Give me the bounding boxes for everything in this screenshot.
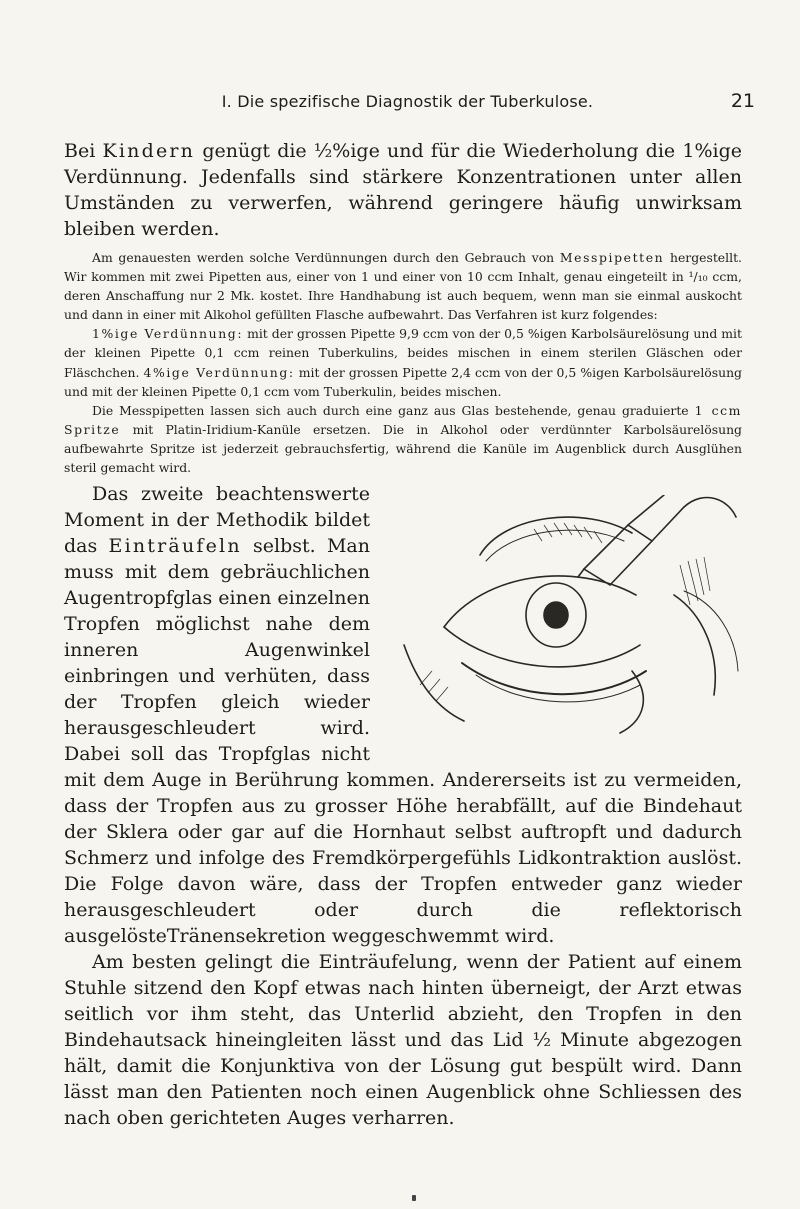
paragraph-spritze: Die Messpipetten lassen sich auch durch eine ganz aus Glas bestehende, genau graduierte 1 ccm Spritze mit Platin-Iridium-Kanüle ersetzen. Die in Alkohol oder verdünnter Karbolsäurelösung aufbewahrte Spritze ist jederzeit gebrauchsfertig, während die Kanüle im Augenblick durch Ausglühen steril gemacht wird. — [64, 402, 742, 476]
eye-dropper-figure — [384, 495, 742, 737]
running-header — [60, 90, 755, 120]
emphasis-messpipetten: Messpipetten — [559, 250, 665, 265]
paragraph-children: Bei Kindern genügt die ½%ige und für die Wiederholung die 1%ige Verdünnung. Jedenfalls sind stärkere Konzentrationen unter allen Umständen zu verwerfen, während geringere häufig unwirksam bleiben werden. — [64, 140, 742, 240]
paragraph-eintraeufeln: Das zweite beachtenswerte Moment in der Methodik bildet das Einträufeln selbst. Man muss mit dem gebräuchlichen Augentropfglas einen einzelnen Tropfen möglichst nahe dem inneren Augenwinkel einbringen und verhüten, dass der Tropfen gleich wieder herausgeschleudert wird. Dabei soll das Tropfglas nicht mit dem Auge in Berührung kommen. Andererseits ist zu vermeiden, dass der Tropfen aus zu grosser Höhe herabfällt, auf die Bindehaut der Sklera oder gar auf die Hornhaut selbst auftropft und dadurch Schmerz und infolge des Fremdkörpergefühls Lidkontraktion auslöst. Die Folge davon wäre, dass der Tropfen entweder ganz wieder herausgeschleudert oder durch die reflektorisch ausgelösteTränensekretion weggeschwemmt wird. — [64, 483, 742, 948]
emphasis-spritze: 1 ccm Spritze — [64, 402, 742, 437]
emphasis-eintraeufeln: Einträufeln — [108, 535, 242, 558]
emphasis-kindern: Kindern — [102, 140, 196, 162]
page-body — [64, 138, 742, 1131]
running-title: I. Die spezifische Diagnostik der Tuberkulose. — [221, 92, 594, 111]
page-number: 21 — [730, 90, 755, 112]
eye-dropper-illustration-icon — [384, 495, 742, 737]
paragraph-einträufelung: Am besten gelingt die Einträufelung, wenn der Patient auf einem Stuhle sitzend den Kopf etwas nach hinten überneigt, der Arzt etwas seitlich vor ihm steht, das Unterlid abzieht, den Tropfen in den Bindehautsack hineingleiten lässt und das Lid ½ Minute abgezogen hält, damit die Konjunktiva von der Lösung gut bespült wird. Dann lässt man den Patienten noch einen Augenblick ohne Schliessen des nach oben gerichteten Auges verharren. — [64, 951, 742, 1130]
paragraph-dilution-steps: 1%ige Verdünnung: mit der grossen Pipette 9,9 ccm von der 0,5 %igen Karbolsäurelösung und mit der kleinen Pipette 0,1 ccm reinen Tuberkulins, beides mischen in einem sterilen Gläschen oder Fläschchen. 4%ige Verdünnung: mit der grossen Pipette 2,4 ccm von der 0,5 %igen Karbolsäurelösung und mit der kleinen Pipette 0,1 ccm vom Tuberkulin, beides mischen. — [64, 326, 742, 399]
print-mark — [412, 1195, 416, 1201]
emphasis-4-percent: 4%ige Verdünnung: — [143, 364, 295, 380]
paragraph-messpipetten: Am genauesten werden solche Verdünnungen durch den Gebrauch von Messpipetten hergestellt. Wir kommen mit zwei Pipetten aus, einer von 1 und einer von 10 ccm Inhalt, genau eingeteilt in ¹/₁₀ ccm, deren Anschaffung nur 2 Mk. kostet. Ihre Handhabung ist auch bequem, wenn man sie einmal auskocht und dann in einer mit Alkohol gefüllten Flasche aufbewahrt. Das Verfahren ist kurz folgendes: — [64, 250, 742, 323]
emphasis-1-percent: 1%ige Verdünnung: — [92, 326, 244, 342]
